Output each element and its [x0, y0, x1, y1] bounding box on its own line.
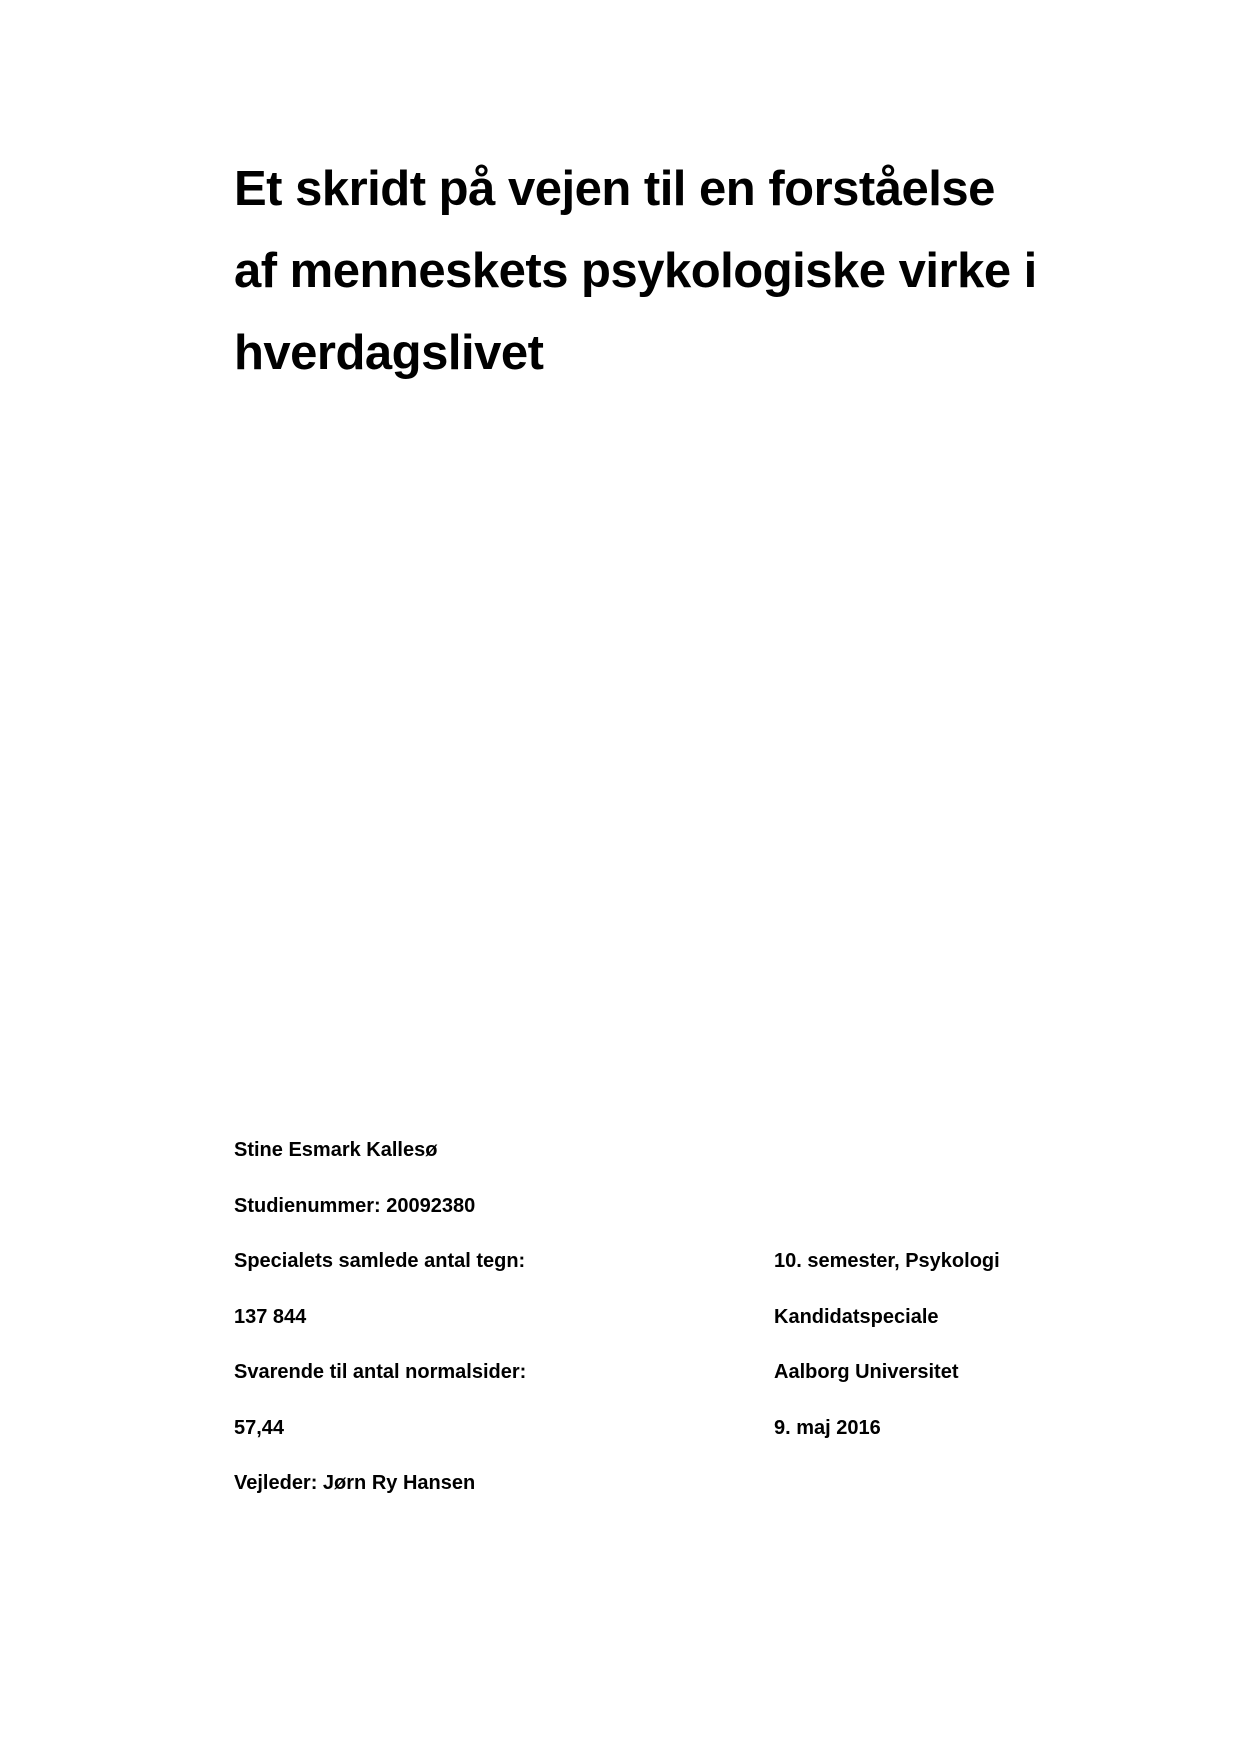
university: Aalborg Universitet [774, 1361, 959, 1383]
character-count-label: Specialets samlede antal tegn: [234, 1250, 526, 1272]
normal-pages-label: Svarende til antal normalsider: [234, 1361, 527, 1383]
title-line-1: Et skridt på vejen til en forståelse [234, 162, 995, 216]
supervisor: Vejleder: Jørn Ry Hansen [234, 1472, 476, 1494]
thesis-type: Kandidatspeciale [774, 1306, 939, 1328]
title-line-3: hverdagslivet [234, 326, 544, 380]
character-count-value: 137 844 [234, 1306, 307, 1328]
author-name: Stine Esmark Kallesø [234, 1139, 438, 1161]
student-number: Studienummer: 20092380 [234, 1195, 476, 1217]
semester: 10. semester, Psykologi [774, 1250, 1000, 1272]
title-line-2: af menneskets psykologiske virke i [234, 244, 1037, 298]
document-title [234, 148, 1134, 394]
normal-pages-value: 57,44 [234, 1417, 285, 1439]
date: 9. maj 2016 [774, 1417, 881, 1439]
